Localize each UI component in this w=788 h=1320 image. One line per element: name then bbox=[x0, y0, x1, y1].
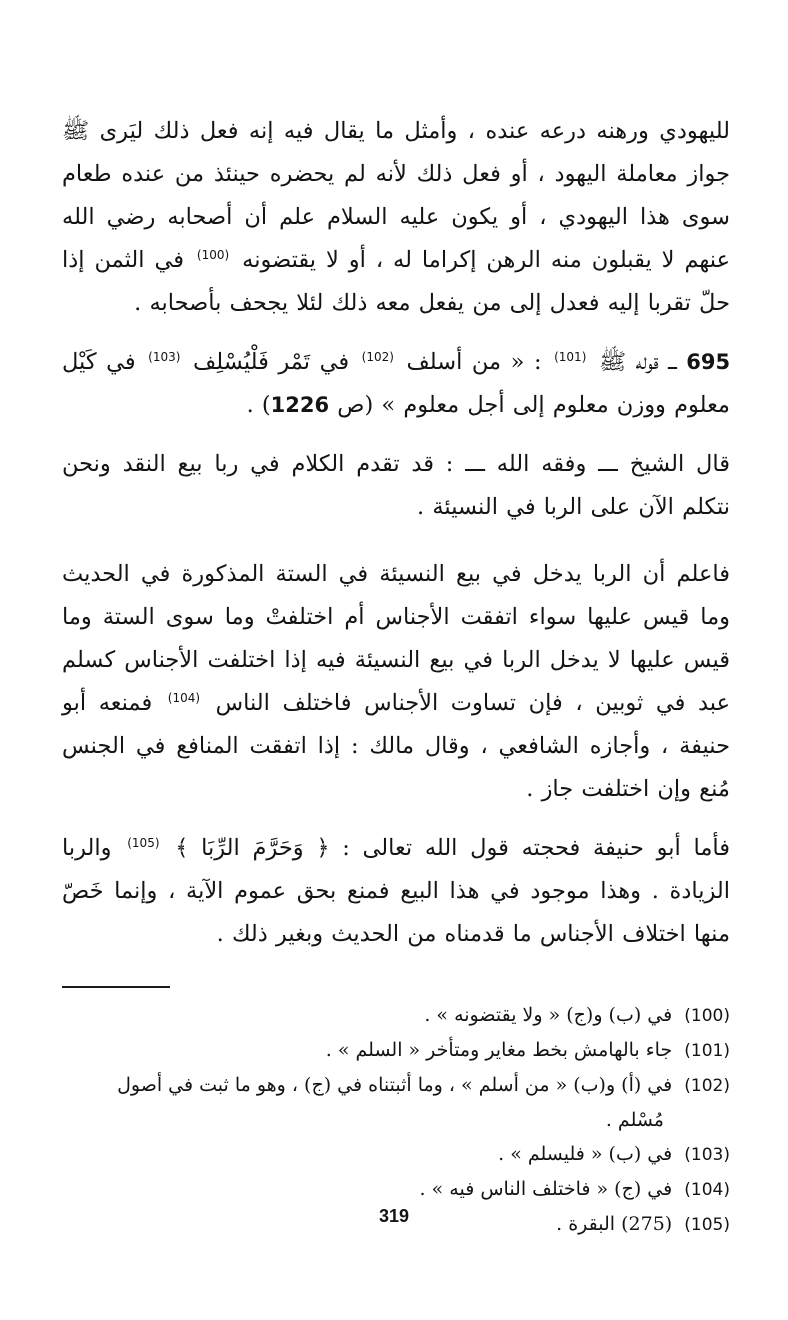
footnote-divider bbox=[62, 986, 170, 988]
footnote-text: في (ب) و(ج) « ولا يقتضونه » . bbox=[424, 1004, 673, 1026]
paragraph-1-text: لليهودي ورهنه درعه عنده ، وأمثل ما يقال فيه إنه فعل ذلك ليَرى ﷺ جواز معاملة اليهود ، أو فعل ذلك لأنه لم يحضره حينئذ من عنده طعام سوى هذا اليهودي ، أو يكون عليه السلام علم أن أصحابه رضي الله عنهم لا يقبلون منه الرهن إكراما له ، أو لا يقتضونه bbox=[62, 118, 731, 273]
hadith-intro: ـــ قوله ﷺ bbox=[598, 349, 677, 375]
footnote-text: في (ب) « فليسلم » . bbox=[498, 1143, 673, 1165]
footnote-100 bbox=[62, 998, 730, 1033]
hadith-number: 695 bbox=[686, 350, 731, 374]
footnote-101 bbox=[62, 1033, 730, 1068]
hadith-text-b: في تَمْر فَلْيُسْلِف bbox=[193, 349, 350, 375]
paragraph-5-text: فأما أبو حنيفة فحجته قول الله تعالى : ﴿ وَحَرَّمَ الرِّبَا ﴾ bbox=[175, 835, 730, 861]
footnote-number: (102) bbox=[684, 1076, 730, 1096]
paragraph-4 bbox=[62, 553, 730, 811]
paragraph-2-hadith bbox=[62, 341, 730, 427]
footnote-ref-100: (100) bbox=[196, 247, 230, 262]
paragraph-4-end: فمنعه أبو حنيفة ، وأجازه الشافعي ، وقال مالك : إذا اتفقت المنافع في الجنس مُنع وإن اختلفت جاز . bbox=[62, 690, 730, 802]
footnote-number: (103) bbox=[684, 1145, 730, 1165]
footnote-continuation: مُسْلم . bbox=[605, 1109, 664, 1131]
footnote-103 bbox=[62, 1137, 730, 1172]
footnote-number: (105) bbox=[684, 1215, 730, 1235]
page-number: 319 bbox=[378, 1206, 410, 1226]
footnote-text: في (ج) « فاختلف الناس فيه » . bbox=[419, 1178, 673, 1200]
footnote-104 bbox=[62, 1172, 730, 1207]
paragraph-5 bbox=[62, 827, 730, 956]
hadith-text-a: : « من أسلف bbox=[406, 349, 542, 375]
footnote-number: (100) bbox=[684, 1006, 730, 1026]
paragraph-5-end: والربا الزيادة . وهذا موجود في هذا البيع فمنع بحق عموم الآية ، وإنما خَصّ منها اختلاف الأجناس ما قدمناه من الحديث وبغير ذلك . bbox=[62, 835, 730, 947]
paragraph-4-text: فاعلم أن الربا يدخل في بيع النسيئة في الستة المذكورة في الحديث وما قيس عليها سواء اتفقت الأجناس أم اختلفتْ وما سوى الستة وما قيس عليها لا يدخل الربا في بيع النسيئة فيه إذا اختلفت الأجناس كسلم عبد في ثوبين ، فإن تساوت الأجناس فاختلف الناس bbox=[62, 561, 730, 716]
footnote-ref-102: (102) bbox=[361, 349, 394, 364]
footnote-102 bbox=[62, 1068, 730, 1137]
footnote-text: جاء بالهامش بخط مغاير ومتأخر « السلم » . bbox=[325, 1039, 673, 1061]
footnote-ref-104: (104) bbox=[167, 690, 201, 705]
footnote-ref-103: (103) bbox=[148, 349, 181, 364]
hadith-text-c: في كَيْل معلوم ووزن معلوم إلى أجل معلوم » (ص bbox=[62, 349, 730, 418]
footnote-number: (104) bbox=[684, 1180, 730, 1200]
hadith-text-end: ) . bbox=[246, 392, 271, 418]
paragraph-3: قال الشيخ ـــ وفقه الله ـــ : قد تقدم الكلام في ربا بيع النقد ونحن نتكلم الآن على الربا في النسيئة . bbox=[62, 451, 730, 520]
footnote-text: في (أ) و(ب) « من أسلم » ، وما أثبتناه في (ج) ، وهو ما ثبت في أصول bbox=[117, 1074, 673, 1096]
footnote-text: (275) البقرة . bbox=[556, 1213, 673, 1235]
hadith-page-ref: 1226 bbox=[270, 393, 330, 417]
paragraph-1-end: في الثمن إذا حلّ تقربا إليه فعدل إلى من يفعل معه ذلك لئلا يجحف بأصحابه . bbox=[62, 247, 730, 316]
footnote-number: (101) bbox=[684, 1041, 730, 1061]
footnote-ref-105: (105) bbox=[127, 835, 160, 850]
footnote-ref-101: (101) bbox=[554, 349, 587, 364]
paragraph-1 bbox=[62, 110, 730, 325]
